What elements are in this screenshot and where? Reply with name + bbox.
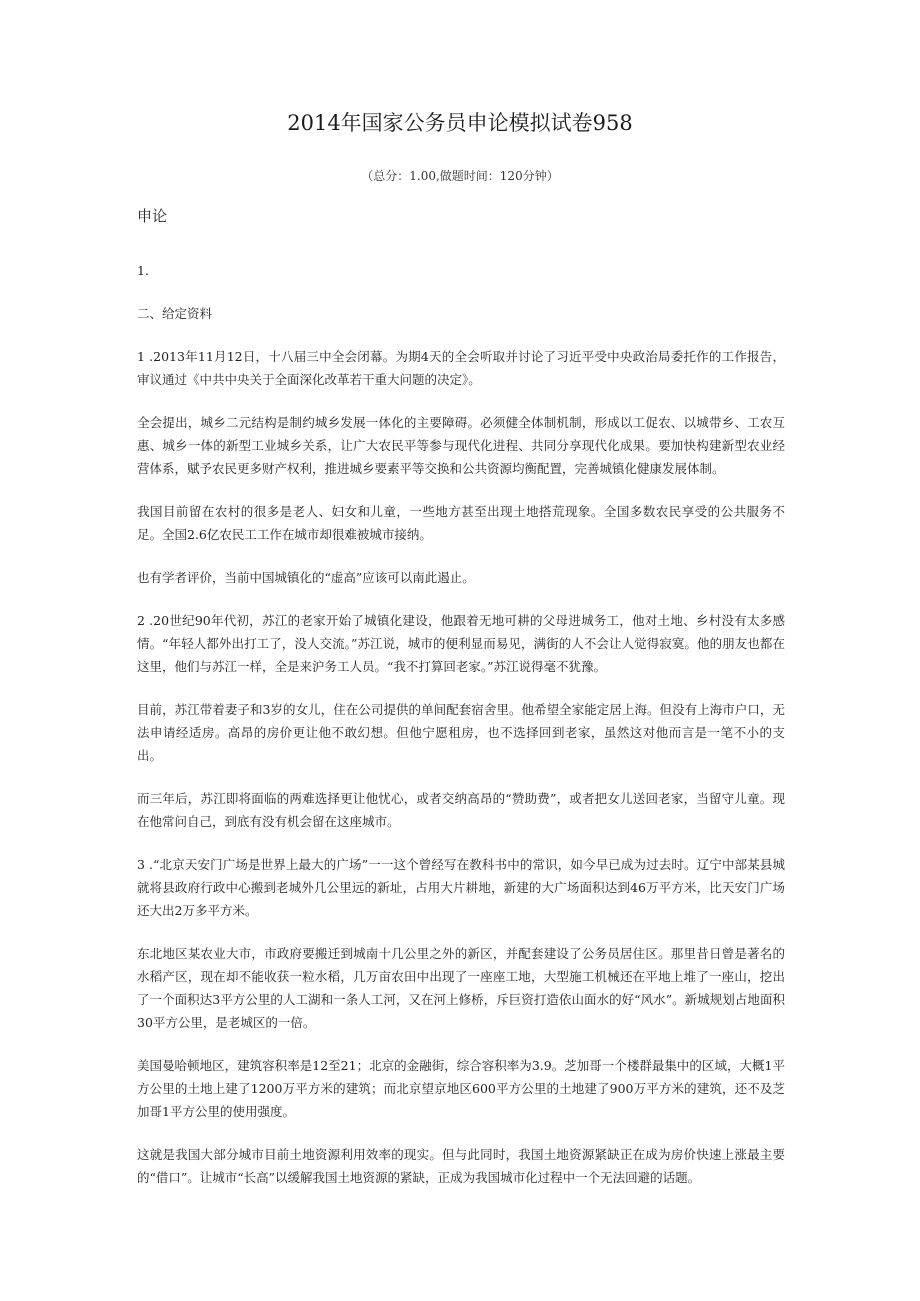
paragraph: 1 .2013年11月12日，十八届三中全会闭幕。为期4天的全会听取并讨论了习近平受中央政治局委托作的工作报告，审议通过《中共中央关于全面深化改革若干重大问题的决定》。	[137, 349, 785, 387]
document-body	[137, 259, 785, 1209]
paragraph: 2 .20世纪90年代初，苏江的老家开始了城镇化建设，他跟着无地可耕的父母进城务工，他对土地、乡村没有太多感情。“年轻人都外出打工了，没人交流。”苏江说，城市的便利显而易见，满街的人不会让人觉得寂寞。他的朋友也都在这里，他们与苏江一样，全是来沪务工人员。“我不打算回老家。”苏江说得毫不犹豫。	[137, 613, 785, 674]
paragraph: 这就是我国大部分城市目前土地资源利用效率的现实。但与此同时，我国土地资源紧缺正在成为房价快速上涨最主要的“借口”。让城市“长高”以缓解我国土地资源的紧缺，正成为我国城市化过程中一个无法回避的话题。	[137, 1147, 785, 1185]
paragraph: 而三年后，苏江即将面临的两难选择更让他忧心，或者交纳高昂的“赞助费”，或者把女儿送回老家，当留守儿童。现在他常问自己，到底有没有机会留在这座城市。	[137, 791, 785, 829]
paragraph: 全会提出，城乡二元结构是制约城乡发展一体化的主要障碍。必须健全体制机制，形成以工促农、以城带乡、工农互惠、城乡一体的新型工业城乡关系，让广大农民平等参与现代化进程、共同分享现代化成果。要加快构建新型农业经营体系，赋予农民更多财产权利，推进城乡要素平等交换和公共资源均衡配置，完善城镇化健康发展体制。	[137, 415, 785, 476]
question-number: 1.	[137, 263, 149, 278]
paragraph: 美国曼哈顿地区，建筑容积率是12至21；北京的金融街，综合容积率为3.9。芝加哥一个楼群最集中的区域，大概1平方公里的土地上建了1200万平方米的建筑；而北京望京地区600平方公里的土地建了900万平方米的建筑，还不及芝加哥1平方公里的使用强度。	[137, 1058, 785, 1119]
materials-heading: 二、给定资料	[137, 306, 213, 321]
exam-meta: （总分：1.00,做题时间：120分钟）	[361, 169, 559, 183]
paragraph: 东北地区某农业大市，市政府要搬迁到城南十几公里之外的新区，并配套建设了公务员居住区。那里昔日曾是著名的水稻产区，现在却不能收获一粒水稻，几万亩农田中出现了一座座工地，大型施工机械还在平地上堆了一座山，挖出了一个面积达3平方公里的人工湖和一条人工河，又在河上修桥，斥巨资打造依山面水的好“风水”。新城规划占地面积30平方公里，是老城区的一倍。	[137, 946, 785, 1030]
paragraph: 我国目前留在农村的很多是老人、妇女和儿童，一些地方甚至出现土地搭荒现象。全国多数农民享受的公共服务不足。全国2.6亿农民工工作在城市却很难被城市接纳。	[137, 504, 785, 542]
paragraph: 也有学者评价，当前中国城镇化的“虚高”应该可以南此遏止。	[137, 570, 475, 585]
paragraph: 3 .“北京天安门广场是世界上最大的广场”一一这个曾经写在教科书中的常识，如今早已成为过去时。辽宁中部某县城就将县政府行政中心搬到老城外几公里远的新址，占用大片耕地，新建的大广场面积达到46万平方米，比天安门广场还大出2万多平方米。	[137, 857, 785, 918]
section-heading: 申论	[137, 207, 168, 225]
paragraph: 目前，苏江带着妻子和3岁的女儿，住在公司提供的单间配套宿舍里。他希望全家能定居上海。但没有上海市户口，无法申请经适房。高昂的房价更让他不敢幻想。但他宁愿租房，也不选择回到老家，虽然这对他而言是一笔不小的支出。	[137, 702, 785, 763]
document-title: 2014年国家公务员申论模拟试卷958	[287, 111, 633, 135]
